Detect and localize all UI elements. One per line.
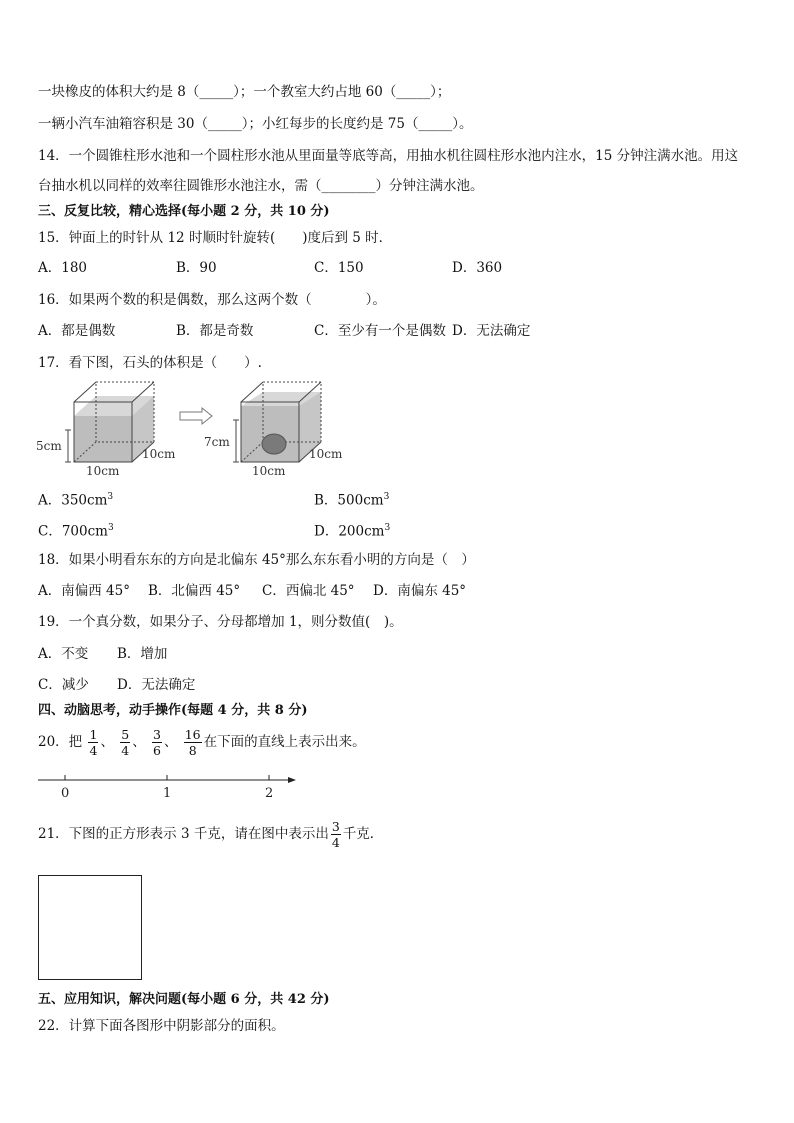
fraction-denominator: 4 xyxy=(89,743,98,758)
number-line xyxy=(38,772,300,802)
q17-option-d-text: D．200cm xyxy=(314,523,385,540)
right-height-label: 7cm xyxy=(204,435,230,449)
fraction-numerator: 5 xyxy=(121,727,130,742)
cube-superscript: 3 xyxy=(107,492,114,502)
q16-option-d: D．无法确定 xyxy=(452,323,531,339)
fraction-1-4 xyxy=(88,727,98,758)
q17-option-c xyxy=(38,518,114,542)
fraction-numerator: 16 xyxy=(184,727,201,742)
q16-option-a: A．都是偶数 xyxy=(38,323,116,339)
arrow-icon xyxy=(180,408,212,424)
q19-option-a: A．不变 xyxy=(38,646,89,662)
left-width-label: 10cm xyxy=(86,464,120,478)
fraction-3-6 xyxy=(152,727,162,758)
fraction-3-4 xyxy=(331,819,341,850)
right-depth-label: 10cm xyxy=(309,447,343,461)
q20-prefix: 20．把 xyxy=(38,734,83,750)
q17-stem: 17．看下图，石头的体积是（ ）. xyxy=(38,355,262,371)
arrowhead-icon xyxy=(288,777,296,783)
q17-option-b xyxy=(314,487,389,511)
q20-suffix: 在下面的直线上表示出来。 xyxy=(203,734,366,750)
section4-title: 四、动脑思考，动手操作(每题 4 分，共 8 分) xyxy=(38,703,308,718)
left-depth-label: 10cm xyxy=(142,447,176,461)
cube-superscript: 3 xyxy=(384,523,391,533)
cube-superscript: 3 xyxy=(383,492,390,502)
fraction-numerator: 1 xyxy=(89,727,98,742)
q18-option-b: B．北偏西 45° xyxy=(148,583,241,599)
q17-option-a xyxy=(38,487,113,511)
q19-stem: 19．一个真分数，如果分子、分母都增加 1，则分数值( )。 xyxy=(38,614,403,630)
q17-option-d xyxy=(314,518,390,542)
fraction-numerator: 3 xyxy=(331,819,340,834)
q14-line1: 14．一个圆锥柱形水池和一个圆柱形水池从里面量等底等高，用抽水机往圆柱形水池内注水，15 分钟注满水池。用这 xyxy=(38,148,739,164)
q16-stem: 16．如果两个数的积是偶数，那么这两个数（ ）。 xyxy=(38,292,386,308)
q21-suffix: 千克． xyxy=(342,826,384,842)
fraction-5-4 xyxy=(120,727,130,758)
q18-option-c: C．西偏北 45° xyxy=(262,583,355,599)
right-width-label: 10cm xyxy=(252,464,286,478)
q15-option-d: D．360 xyxy=(452,260,503,276)
q18-option-a: A．南偏西 45° xyxy=(38,583,130,599)
section5-title: 五、应用知识，解决问题(每小题 6 分，共 42 分) xyxy=(38,992,330,1007)
q15-option-c: C．150 xyxy=(314,260,364,276)
fraction-16-8 xyxy=(184,727,202,758)
separator: 、 xyxy=(100,734,114,750)
q21-prefix: 21．下图的正方形表示 3 千克，请在图中表示出 xyxy=(38,826,329,842)
fraction-denominator: 6 xyxy=(152,743,161,758)
q21-stem xyxy=(38,814,383,854)
axis-label-2: 2 xyxy=(265,786,274,801)
q17-figure xyxy=(34,376,364,480)
fraction-denominator: 4 xyxy=(121,743,130,758)
separator: 、 xyxy=(163,734,178,750)
q17-option-a-text: A．350cm xyxy=(38,492,108,509)
q20-stem xyxy=(38,722,366,762)
right-tank xyxy=(233,382,321,462)
q15-option-b: B．90 xyxy=(176,260,217,276)
q15-option-a: A．180 xyxy=(38,260,88,276)
axis-label-1: 1 xyxy=(163,786,172,801)
cube-superscript: 3 xyxy=(107,523,114,533)
q19-option-b: B．增加 xyxy=(117,646,168,662)
axis-label-0: 0 xyxy=(61,786,70,801)
separator: 、 xyxy=(132,734,146,750)
q19-option-c: C．减少 xyxy=(38,677,89,693)
section3-title: 三、反复比较，精心选择(每小题 2 分，共 10 分) xyxy=(38,204,330,219)
q17-option-c-text: C．700cm xyxy=(38,523,108,540)
q16-option-b: B．都是奇数 xyxy=(176,323,254,339)
q14-line2: 台抽水机以同样的效率往圆锥形水池注水，需（________）分钟注满水池。 xyxy=(38,178,484,194)
q18-stem: 18．如果小明看东东的方向是北偏东 45°那么东东看小明的方向是（ ） xyxy=(38,552,475,568)
square-box xyxy=(38,875,142,980)
q15-stem: 15．钟面上的时针从 12 时顺时针旋转( )度后到 5 时． xyxy=(38,230,393,246)
q16-option-c: C．至少有一个是偶数 xyxy=(314,323,446,339)
q22-stem: 22．计算下面各图形中阴影部分的面积。 xyxy=(38,1018,285,1034)
fraction-denominator: 4 xyxy=(331,835,340,850)
q13-line2: 一辆小汽车油箱容积是 30（_____）；小红每步的长度约是 75（_____）。 xyxy=(38,116,473,132)
q17-option-b-text: B．500cm xyxy=(314,492,384,509)
q13-line1: 一块橡皮的体积大约是 8（_____）；一个教室大约占地 60（_____）； xyxy=(38,84,451,100)
q18-option-d: D．南偏东 45° xyxy=(373,583,467,599)
fraction-numerator: 3 xyxy=(152,727,161,742)
left-height-label: 5cm xyxy=(36,439,62,453)
left-tank xyxy=(65,382,154,462)
q19-option-d: D．无法确定 xyxy=(117,677,196,693)
fraction-denominator: 8 xyxy=(188,743,197,758)
